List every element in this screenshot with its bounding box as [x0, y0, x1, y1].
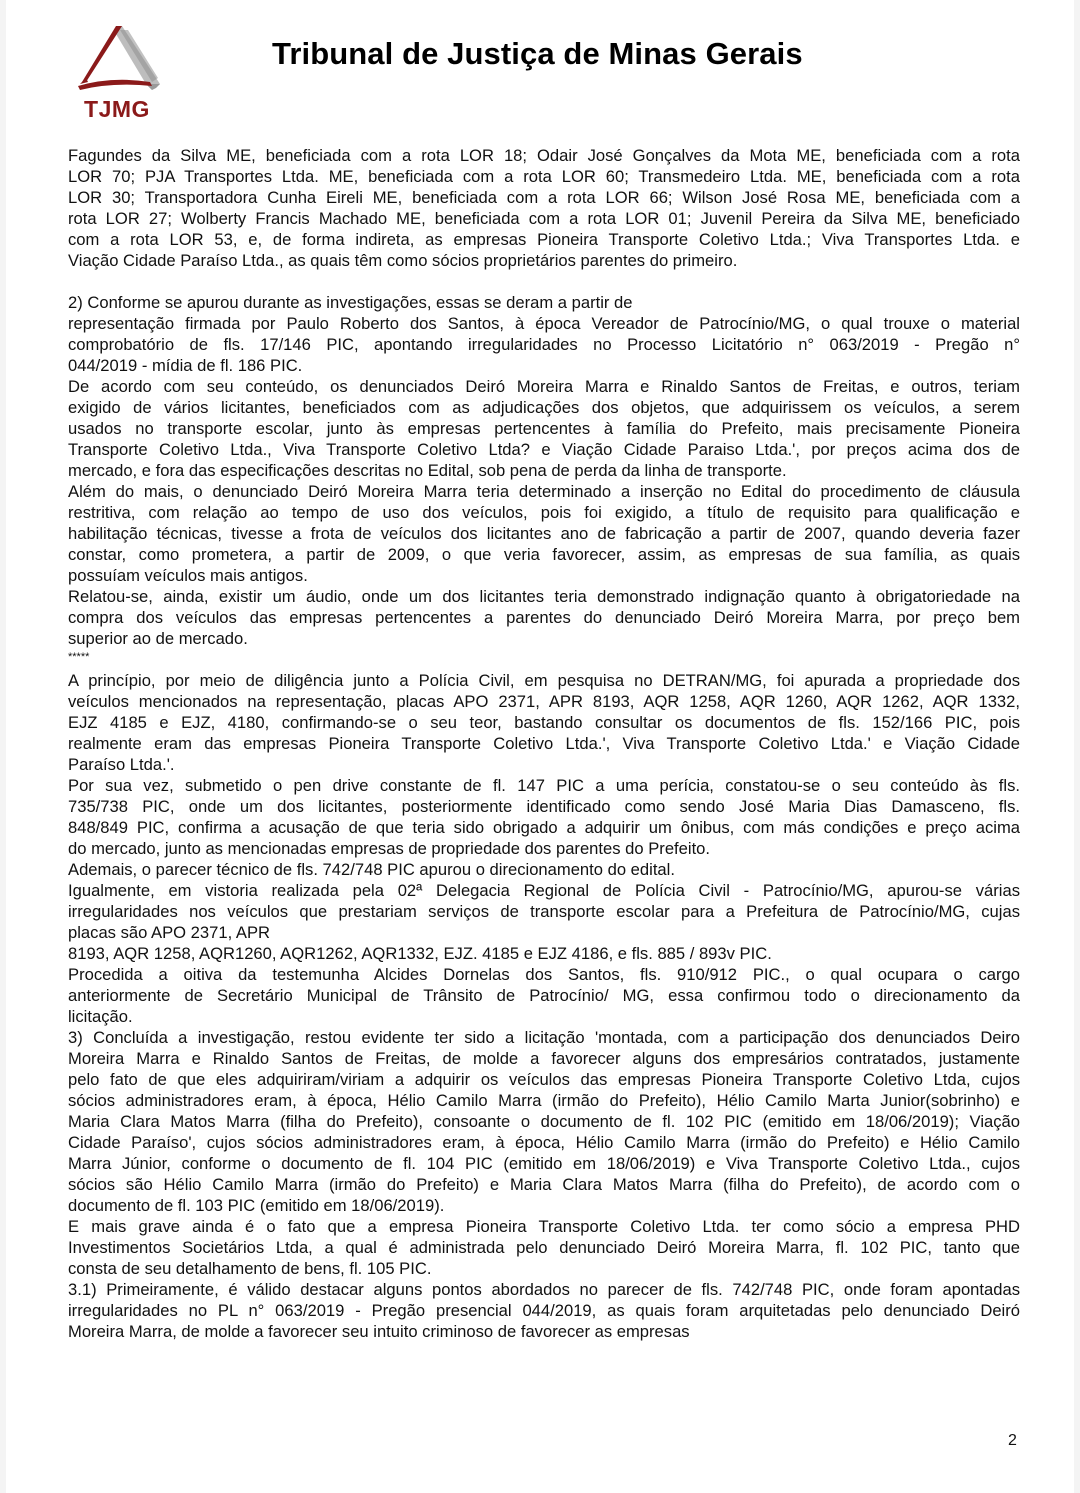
text-line: representação firmada por Paulo Roberto dos Santos, à época Vereador de Patrocínio/MG, o qual trouxe o material	[68, 314, 1020, 333]
text-line: comprobatório de fls. 17/146 PIC, apontando irregularidades no Processo Licitatório n° 063/2019 - Pregão n°	[68, 335, 1020, 354]
document-page	[6, 0, 1074, 1493]
text-line: Transporte Coletivo Ltda., Viva Transporte Coletivo Ltda? e Viação Cidade Paraiso Ltda.', por preços acima dos de	[68, 440, 1020, 459]
text-line: sócios são Hélio Camilo Marra (irmão do Prefeito) e Maria Clara Matos Marra (filha do Prefeito), de acordo com o	[68, 1175, 1020, 1194]
text-line: do mercado, junto as mencionadas empresas de propriedade dos parentes do Prefeito.	[68, 839, 711, 858]
page-title: Tribunal de Justiça de Minas Gerais	[272, 36, 803, 71]
text-line: restritiva, com relação ao tempo de uso dos veículos, pois foi exigido, a título de requisito para qualificação e	[68, 503, 1020, 522]
text-line: Relatou-se, ainda, existir um áudio, onde um dos licitantes teria demonstrado indignação quanto à obrigatoriedade na	[68, 587, 1020, 606]
text-line: Fagundes da Silva ME, beneficiada com a rota LOR 18; Odair José Gonçalves da Mota ME, beneficiada com a rota	[68, 146, 1020, 165]
text-line: habilitação técnicas, tivesse a frota de veículos dos licitantes ano de fabricação a partir de 2007, quando deveria fazer	[68, 524, 1020, 543]
text-line: realmente eram das empresas Pioneira Transporte Coletivo Ltda.', Viva Transporte Coletivo Ltda.' e Viação Cidade	[68, 734, 1020, 753]
text-line: anteriormente de Secretário Municipal de Trânsito de Patrocínio/ MG, essa confirmou todo o direcionamento da	[68, 986, 1020, 1005]
text-line: Igualmente, em vistoria realizada pela 02ª Delegacia Regional de Polícia Civil - Patrocínio/MG, apurou-se várias	[68, 881, 1020, 900]
text-line: Por sua vez, submetido o pen drive constante de fl. 147 PIC a uma perícia, constatou-se o seu conteúdo às fls.	[68, 776, 1020, 795]
text-line: 848/849 PIC, confirma a acusação de que teria sido obrigado a adquirir um ônibus, com más condições e preço acima	[68, 818, 1020, 837]
text-line: Viação Cidade Paraíso Ltda., as quais têm como sócios proprietários parentes do primeiro.	[68, 251, 738, 270]
text-line: exigido de vários licitantes, beneficiados com as adjudicações dos objetos, que adquirissem os veículos, a serem	[68, 398, 1020, 417]
text-line: LOR 30; Transportadora Cunha Eireli ME, beneficiada com a rota LOR 66; Wilson José Rosa ME, beneficiada com a	[68, 188, 1020, 207]
text-line: E mais grave ainda é o fato que a empresa Pioneira Transporte Coletivo Ltda. ter como sócio a empresa PHD	[68, 1217, 1020, 1236]
text-line: LOR 70; PJA Transportes Ltda. ME, beneficiada com a rota LOR 60; Transmedeiro Ltda. ME, beneficiada com a rota	[68, 167, 1020, 186]
text-line: Moreira Marra, de molde a favorecer seu intuito criminoso de favorecer as empresas	[68, 1322, 690, 1341]
text-line: consta de seu detalhamento de bens, fl. 105 PIC.	[68, 1259, 432, 1278]
text-line: 044/2019 - mídia de fl. 186 PIC.	[68, 356, 303, 375]
page-number: 2	[1008, 1432, 1017, 1449]
text-line: A princípio, por meio de diligência junto a Polícia Civil, em pesquisa no DETRAN/MG, foi apurada a propriedade dos	[68, 671, 1020, 690]
blank-line	[68, 271, 1020, 292]
text-line: 735/738 PIC, onde um dos licitantes, posteriormente identificado como sendo José Maria Dias Damasceno, fls.	[68, 797, 1020, 816]
text-line: Maria Clara Matos Marra (filha do Prefeito), consoante o documento de fl. 102 PIC (emitido em 18/06/2019); Viação	[68, 1112, 1020, 1131]
text-line: sócios administradores eram, à época, Hélio Camilo Marra (irmão do Prefeito), Hélio Camilo Marta Junior(sobrinho) e	[68, 1091, 1020, 1110]
text-line: possuíam veículos mais antigos.	[68, 566, 308, 585]
text-line: veículos mencionados na representação, placas APO 2371, APR 8193, AQR 1258, AQR 1260, AQR 1262, AQR 1332,	[68, 692, 1020, 711]
text-line: Além do mais, o denunciado Deiró Moreira Marra teria determinado a inserção no Edital do procedimento de cláusula	[68, 482, 1020, 501]
text-line: placas são APO 2371, APR	[68, 923, 271, 942]
text-line: superior ao de mercado.	[68, 629, 248, 648]
text-line: pelo fato de que eles adquiriram/viriam a adquirir os veículos das empresas Pioneira Transporte Coletivo Ltda, cujos	[68, 1070, 1020, 1089]
text-line: Moreira Marra e Rinaldo Santos de Freitas, de molde a favorecer alguns dos empresários contratados, justamente	[68, 1049, 1020, 1068]
text-line: rota LOR 27; Wolberty Francis Machado ME, beneficiada com a rota LOR 01; Juvenil Pereira da Silva ME, beneficiado	[68, 209, 1020, 228]
text-line: constar, como prometera, a partir de 2009, o que veria favorecer, assim, as empresas de sua família, as quais	[68, 545, 1020, 564]
text-line: 3) Concluída a investigação, restou evidente ter sido a licitação 'montada, com a participação dos denunciados Deiro	[68, 1028, 1020, 1047]
text-line: documento de fl. 103 PIC (emitido em 18/06/2019).	[68, 1196, 445, 1215]
text-line: EJZ 4185 e EJZ, 4180, confirmando-se o seu teor, bastando consultar os documentos de fls. 152/166 PIC, pois	[68, 713, 1020, 732]
text-line: Cidade Paraíso', cujos sócios administradores eram, à época, Hélio Camilo Marra (irmão do Prefeito) e Hélio Camilo	[68, 1133, 1020, 1152]
text-line: compra dos veículos das empresas pertencentes a parentes do denunciado Deiró Moreira Marra, por preço bem	[68, 608, 1020, 627]
tjmg-logo	[72, 22, 162, 126]
text-line: mercado, e fora das especificações descritas no Edital, sob pena de perda da linha de transporte.	[68, 461, 787, 480]
document-body	[68, 145, 1020, 1342]
text-line: Procedida a oitiva da testemunha Alcides Dornelas dos Santos, fls. 910/912 PIC., o qual ocupara o cargo	[68, 965, 1020, 984]
text-line: Ademais, o parecer técnico de fls. 742/748 PIC apurou o direcionamento do edital.	[68, 860, 675, 879]
text-line: 3.1) Primeiramente, é válido destacar alguns pontos abordados no parecer de fls. 742/748 PIC, onde foram apontadas	[68, 1280, 1020, 1299]
text-line: licitação.	[68, 1007, 133, 1026]
text-line: Investimentos Societários Ltda, a qual é administrada pelo denunciado Deiró Moreira Marra, fl. 102 PIC, tanto que	[68, 1238, 1020, 1257]
text-line: com a rota LOR 53, e, de forma indireta, as empresas Pioneira Transporte Coletivo Ltda.; Viva Transportes Ltda. e	[68, 230, 1020, 249]
text-line: Paraíso Ltda.'.	[68, 755, 175, 774]
text-line: Marra Júnior, conforme o documento de fl. 104 PIC (emitido em 18/06/2019) e Viva Transporte Coletivo Ltda., cujos	[68, 1154, 1020, 1173]
logo-text: TJMG	[84, 96, 150, 122]
text-line: irregularidades no PL n° 063/2019 - Pregão presencial 044/2019, as quais foram arquitetadas pelo denunciado Deiró	[68, 1301, 1020, 1320]
text-line: usados no transporte escolar, junto às empresas pertencentes à família do Prefeito, mais precisamente Pioneira	[68, 419, 1020, 438]
text-line: De acordo com seu conteúdo, os denunciados Deiró Moreira Marra e Rinaldo Santos de Freitas, e outros, teriam	[68, 377, 1020, 396]
section-separator: *****	[68, 651, 90, 663]
text-line: 2) Conforme se apurou durante as investigações, essas se deram a partir de	[68, 293, 633, 312]
triangle-logo-icon	[72, 22, 162, 96]
text-line: irregularidades nos veículos que prestariam serviços de transporte escolar para a Prefeitura de Patrocínio/MG, cujas	[68, 902, 1020, 921]
text-line: 8193, AQR 1258, AQR1260, AQR1262, AQR1332, EJZ. 4185 e EJZ 4186, e fls. 885 / 893v PIC.	[68, 944, 772, 963]
